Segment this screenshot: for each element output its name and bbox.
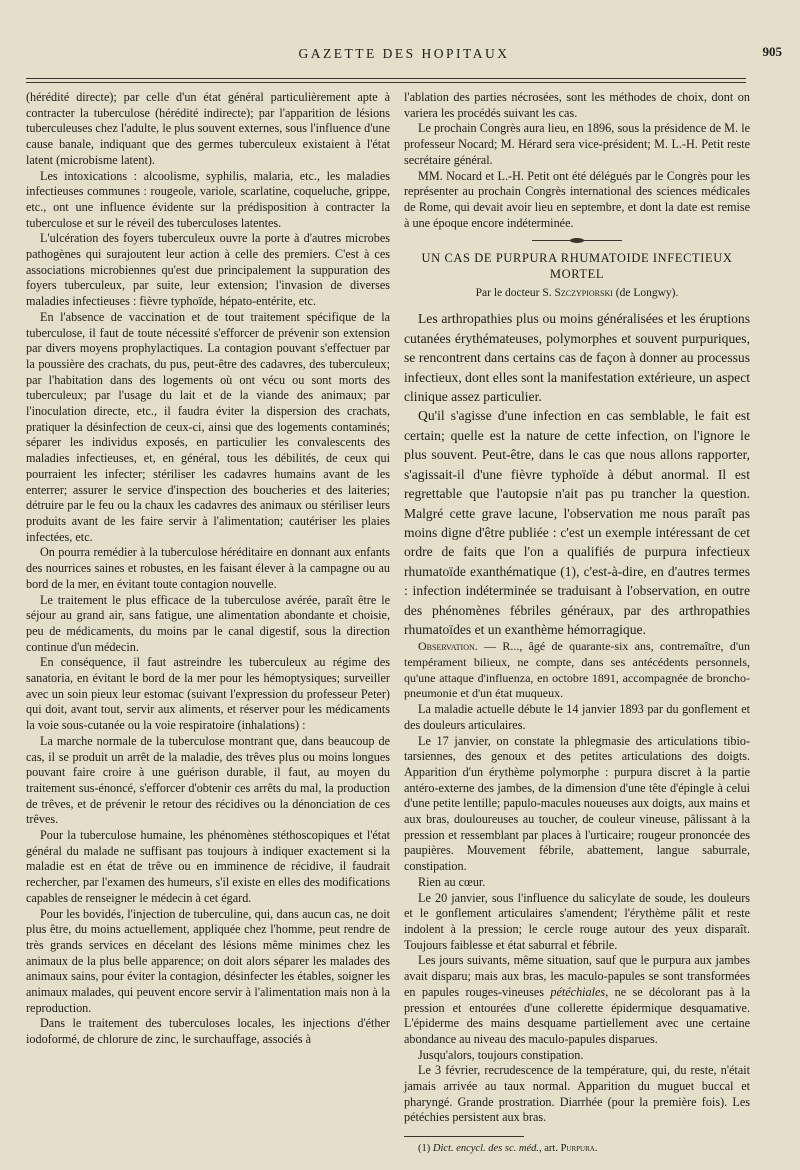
paragraph: Le 17 janvier, on constate la phlegmasie des articulations tibio-tarsiennes, des genoux et des petites articulations des doigts. Apparition d'un érythème polymorphe : purpura discret à la partie antéro-externe des jambes, de la dimension d'une tête d'épingle à celui d'une petite lentille; papulo-macules noueuses aux doigts, aux mains et aux bras, douloureuses au toucher, de couleur vineuse, pâlissant à la pression et ressemblant par places à l'urticaire; rougeur prononcée des paupières. Mouvement fébrile, abattement, langue saburrale, constipation. bbox=[404, 733, 750, 874]
header-rule bbox=[26, 78, 746, 79]
paragraph: Le prochain Congrès aura lieu, en 1896, sous la présidence de M. le professeur Nocard; M. Hérard sera vice-président; M. L.-H. Petit reste secrétaire général. bbox=[404, 121, 750, 167]
paragraph: En conséquence, il faut astreindre les tuberculeux au régime des sanatoria, en évitant le bord de la mer pour les hémoptysiques; surveiller avec un soin pieux leur estomac (suivant l'expression du professeur Peter) qui doit, avant tout, servir aux aliments, et réserver pour les médicaments la voie sous-cutanée ou la voie respiratoire (inhalations) : bbox=[26, 655, 390, 733]
paragraph: MM. Nocard et L.-H. Petit ont été délégués par le Congrès pour les représenter au prochain Congrès international des sciences médicales de Rome, qui devait avoir lieu en septembre, et dont la date est remise à une époque encore indéterminée. bbox=[404, 168, 750, 230]
footnote bbox=[404, 1141, 750, 1157]
footnote-reference: Dict. encycl. des sc. méd. bbox=[432, 1143, 539, 1155]
header-rule-thin bbox=[26, 82, 746, 83]
paragraph: l'ablation des parties nécrosées, sont les méthodes de choix, dont on variera les procédés suivant les cas. bbox=[404, 90, 750, 120]
paragraph: Rien au cœur. bbox=[418, 874, 486, 889]
observation-text: R..., âgé de quarante-six ans, contremaître, d'un tempérament bilieux, ne compte, dans ses antécédents personnels, qu'une attaque d'influenza, en octobre 1891, accompagnée de broncho-pneumonie et d'un état muqueux. bbox=[404, 639, 750, 701]
paragraph: Dans le traitement des tuberculoses locales, les injections d'éther iodoformé, de chlorure de zinc, le surchauffage, associés à bbox=[26, 1016, 390, 1047]
paragraph: Le traitement le plus efficace de la tuberculose avérée, paraît être le séjour au grand air, sans fatigue, une alimentation abondante et choisie, peu de médicaments, du moins par le canal digestif, sous la direction continue d'un médecin. bbox=[26, 592, 390, 654]
paragraph: Pour les bovidés, l'injection de tuberculine, qui, dans aucun cas, ne doit plus être, du moins actuellement, appliquée chez l'homme, peut rendre de très grands services en décelant des lésions même minimes chez les animaux de la plus belle apparence; on doit alors séparer les malades des animaux sains, pour éviter la contagion, désinfecter les étables, soigner les animaux malades, qui peuvent encore servir à l'alimentation mais non à la reproduction. bbox=[26, 906, 390, 1015]
paragraph: Les intoxications : alcoolisme, syphilis, malaria, etc., les maladies infectieuses communes : rougeole, variole, scarlatine, coqueluche, grippe, etc., ont une influence évidente sur la prédisposition à contracter la tuberculose et sur le réveil des tuberculoses latentes. bbox=[26, 168, 390, 230]
author-suffix: (de Longwy). bbox=[612, 286, 679, 299]
observation-paragraph bbox=[404, 639, 750, 702]
article-author bbox=[404, 286, 750, 302]
observation-label: Observation. bbox=[418, 639, 478, 654]
paragraph: La marche normale de la tuberculose montrant que, dans beaucoup de cas, il se produit un arrêt de la maladie, des trêves plus ou moins longues pouvant faire croire à une guérison durable, il faut, au moyen du traitement sus-énoncé, s'efforcer d'obtenir ces arrêts du mal, la production de trêves, et de prévenir le retour des récidives ou la dénonciation de ces trêves. bbox=[26, 733, 390, 827]
paragraph: Pour la tuberculose humaine, les phénomènes stéthoscopiques et l'état général du malade ne suffisant pas toujours à indiquer exactement si la maladie est en état de trêve ou en imminence de récidive, il faudrait rechercher, par l'examen des humeurs, s'il existe en elles des modifications capables de renseigner le médecin à cet égard. bbox=[26, 828, 390, 905]
author-prefix: Par le docteur bbox=[475, 286, 543, 299]
italic-term: pétéchiales bbox=[550, 984, 606, 999]
observation-dash: — bbox=[477, 639, 503, 654]
paragraph: En l'absence de vaccination et de tout traitement spécifique de la tuberculose, il faut de toute nécessité s'efforcer de prévenir son extension par divers moyens prophylactiques. La contagion pouvant s'effectuer par la poussière des crachats, du pus, peut-être des cadavres, des tuberculeux; par l'habitation dans des logements où ont vécu ou sont morts des tuberculeux; par l'usage du lait et de la viande des animaux; par l'inoculation directe, etc., il faudra éviter la dispersion des crachats, pratiquer la désinfection de ceux-ci, ainsi que des logements contaminés; séparer les individus exposés, en particulier les convalescents des maladies infectieuses, et, en général, tous les débilités, de ceux qui pourraient les infecter; stériliser les cadavres humains avant de les enterrer; assurer le service d'inspection des boucheries et des laiteries; détruire par le feu ou la chaux les cadavres des animaux ou stériliser leurs produits avant de les faire servir à l'alimentation; cautériser les plaies infectées, etc. bbox=[26, 309, 390, 544]
text-run: Les jours suivants, même situation, sauf que le purpura aux jambes avait disparu; mais aux bras, les maculo-papules se sont transformées en papules rouges-vineuses bbox=[404, 953, 750, 999]
paragraph bbox=[404, 953, 750, 1047]
article-title: UN CAS DE PURPURA RHUMATOIDE INFECTIEUX MORTEL bbox=[421, 251, 733, 282]
lead-paragraph: Qu'il s'agisse d'une infection en cas semblable, le fait est certain; quelle est la nature de cette infection, on l'ignore le plus souvent. Peut-être, dans le cas que nous allons rapporter, s'agissait-il d'une fièvre typhoïde à début anormal. Il est regrettable que l'autopsie n'ait pas pu trancher la question. Malgré cette grave lacune, l'observation me nous paraît pas moins digne d'être publiée : c'est un exemple intéressant de cet ordre de faits que l'on a qualifiés de purpura infectieux rhumatoïde exanthématique (1), c'est-à-dire, en d'autres termes : infection indéterminée se traduisant à l'observation, en outre des phénomènes fébriles généraux, par des arthropathies rhumatoïdes et un exanthème hémorragique. bbox=[404, 408, 750, 637]
footnote-article: Purpura bbox=[560, 1143, 595, 1155]
footnote-end: . bbox=[594, 1143, 598, 1155]
paragraph: L'ulcération des foyers tuberculeux ouvre la porte à d'autres microbes pathogènes qui surajoutent leur action à celle des premiers. C'est à ces associations microbiennes qu'est due principalement la suppuration des foyers tuberculeux, par suite, leur extension; l'invasion de diverses maladies infectieuses : fièvre typhoïde, hépato-entérite, etc. bbox=[26, 231, 390, 309]
left-column bbox=[26, 90, 390, 1048]
paragraph: (hérédité directe); par celle d'un état général particulièrement apte à contracter la tuberculose (hérédité indirecte); par l'apparition de lésions tuberculeuses chez l'adulte, le plus souvent externes, sous l'influence d'une cause banale, indiquant que des germes tuberculeux existaient à l'état latent (microbisme latent). bbox=[26, 90, 390, 167]
paragraph: Jusqu'alors, toujours constipation. bbox=[418, 1047, 584, 1062]
paragraph: Le 20 janvier, sous l'influence du salicylate de soude, les douleurs et le gonflement articulaires s'amendent; l'érythème pâlit et reste indolent à la pression; le cercle rouge autour des yeux disparaît. Toujours faiblesse et état saburral et fébrile. bbox=[404, 890, 750, 952]
journal-title: GAZETTE DES HOPITAUX bbox=[298, 46, 510, 61]
page-number: 905 bbox=[762, 44, 782, 59]
lead-paragraph: Les arthropathies plus ou moins généralisées et les éruptions cutanées érythémateuses, polymorphes et souvent purpuriques, se rencontrent dans certains cas de façon à donner au processus infectieux, dont elles sont la manifestation extérieure, un aspect clinique assez particulier. bbox=[404, 311, 750, 405]
paragraph: Le 3 février, recrudescence de la température, qui, du reste, n'était jamais arrivée au taux normal. Apparition du muguet buccal et pharyngé. Grande prostration. Diarrhée (pour la première fois). Les pétéchies persistent aux bras. bbox=[404, 1063, 750, 1125]
footnote-rule bbox=[404, 1136, 524, 1137]
running-header bbox=[24, 44, 784, 74]
paragraph: On pourra remédier à la tuberculose héréditaire en donnant aux enfants des nourrices saines et robustes, en les faisant élever à la campagne ou au bord de la mer, en évitant toute contagion nouvelle. bbox=[26, 545, 390, 591]
paragraph: La maladie actuelle débute le 14 janvier 1893 par du gonflement et des douleurs articulaires. bbox=[404, 702, 750, 732]
section-separator bbox=[532, 240, 622, 241]
footnote-separator: , art. bbox=[539, 1143, 561, 1155]
footnote-number: (1) bbox=[418, 1143, 433, 1155]
author-name: S. Szczypiorski bbox=[542, 286, 613, 299]
right-column bbox=[404, 90, 750, 1157]
text-run: , ne se décolorant pas à la pression et entourées d'une collerette épidermique desquamative. L'épiderme des mains desquame partiellement avec une certaine abondance au niveau des maculo-papules disparues. bbox=[404, 984, 750, 1046]
